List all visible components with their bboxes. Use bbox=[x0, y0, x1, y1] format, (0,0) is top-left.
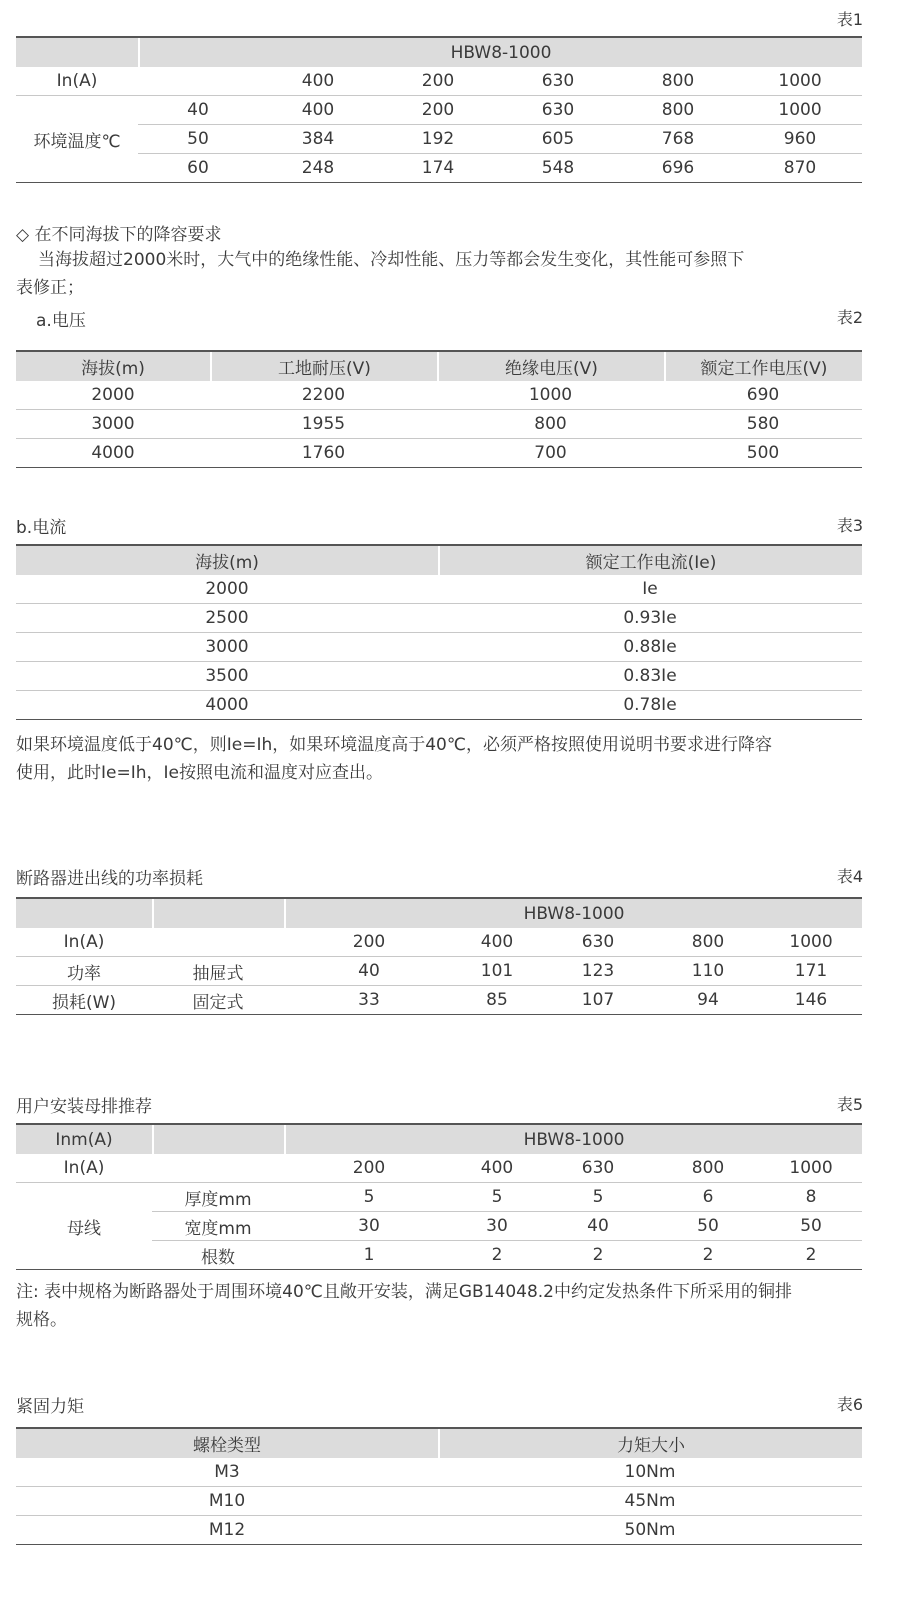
table-cell: 800 bbox=[437, 410, 664, 439]
table-3-header: 海拔(m) bbox=[16, 546, 438, 575]
table-1-in-label: In(A) bbox=[16, 67, 138, 96]
table-cell: 5 bbox=[284, 1183, 454, 1212]
table-cell: 0.93Ie bbox=[438, 604, 862, 633]
table-4-model: HBW8-1000 bbox=[284, 899, 862, 928]
table-4-title: 断路器进出线的功率损耗 bbox=[16, 869, 203, 889]
table-row bbox=[16, 410, 862, 439]
table-cell: 5 bbox=[540, 1183, 656, 1212]
table-cell: 2 bbox=[540, 1241, 656, 1270]
table-cell: 2000 bbox=[16, 381, 210, 410]
table-5-inm-label: Inm(A) bbox=[16, 1125, 152, 1154]
table-cell: 40 bbox=[284, 957, 454, 986]
table-cell: 605 bbox=[498, 125, 618, 154]
table-cell: 1 bbox=[284, 1241, 454, 1270]
table-cell: 800 bbox=[618, 96, 738, 125]
table-4-in-value: 400 bbox=[454, 928, 540, 957]
table-5-in-value: 1000 bbox=[760, 1154, 862, 1183]
table-5-item: 厚度mm bbox=[152, 1183, 284, 1212]
table-4-in-value: 200 bbox=[284, 928, 454, 957]
table-row bbox=[16, 662, 862, 691]
table-6-header: 力矩大小 bbox=[438, 1429, 862, 1458]
table-1 bbox=[16, 36, 862, 183]
table-cell: 2000 bbox=[16, 575, 438, 604]
table-5-in-value: 630 bbox=[540, 1154, 656, 1183]
table-6-header: 螺栓类型 bbox=[16, 1429, 438, 1458]
altitude-section-title: ◇ 在不同海拔下的降容要求 bbox=[16, 225, 222, 245]
table-4 bbox=[16, 897, 862, 1015]
table-1-env-label: 环境温度℃ bbox=[33, 132, 121, 152]
table-row bbox=[16, 439, 862, 468]
altitude-paragraph-line-1: 当海拔超过2000米时，大气中的绝缘性能、冷却性能、压力等都会发生变化，其性能可参照下 bbox=[38, 250, 745, 270]
table-row bbox=[16, 381, 862, 410]
table-cell: 400 bbox=[258, 96, 378, 125]
table-5-in-value: 400 bbox=[454, 1154, 540, 1183]
table-cell: 690 bbox=[664, 381, 862, 410]
table-cell: M12 bbox=[16, 1516, 438, 1545]
table-row bbox=[16, 633, 862, 662]
table-3-tag: 表3 bbox=[836, 516, 863, 535]
table-cell: 10Nm bbox=[438, 1458, 862, 1487]
table-1-tag: 表1 bbox=[836, 10, 863, 29]
table-6-title: 紧固力矩 bbox=[16, 1397, 84, 1417]
table-cell: 500 bbox=[664, 439, 862, 468]
voltage-subtitle: a.电压 bbox=[36, 311, 86, 331]
table-cell: 870 bbox=[738, 154, 862, 183]
table-5-busbar-label: 母线 bbox=[67, 1219, 101, 1239]
table-5 bbox=[16, 1123, 862, 1270]
table-cell: 960 bbox=[738, 125, 862, 154]
table-cell: 384 bbox=[258, 125, 378, 154]
table-cell: 768 bbox=[618, 125, 738, 154]
table-1-in-value: 400 bbox=[258, 67, 378, 96]
table-cell: 146 bbox=[760, 986, 862, 1015]
table-cell: 548 bbox=[498, 154, 618, 183]
table-row bbox=[16, 691, 862, 720]
table-row bbox=[16, 604, 862, 633]
table-cell: 200 bbox=[378, 96, 498, 125]
table-cell: 1955 bbox=[210, 410, 437, 439]
table-cell: 2200 bbox=[210, 381, 437, 410]
table-cell: 5 bbox=[454, 1183, 540, 1212]
table-cell: 45Nm bbox=[438, 1487, 862, 1516]
table-5-in-value: 200 bbox=[284, 1154, 454, 1183]
table-1-in-value: 200 bbox=[378, 67, 498, 96]
table-cell: 0.88Ie bbox=[438, 633, 862, 662]
table-cell: 1000 bbox=[738, 96, 862, 125]
table-cell: 192 bbox=[378, 125, 498, 154]
table-4-loss-label: 损耗(W) bbox=[16, 986, 152, 1015]
table-1-in-value: 800 bbox=[618, 67, 738, 96]
table-5-model: HBW8-1000 bbox=[284, 1125, 862, 1154]
table-5-in-value: 800 bbox=[656, 1154, 760, 1183]
table-cell: 2 bbox=[656, 1241, 760, 1270]
table-row bbox=[16, 1183, 862, 1212]
table-4-in-value: 1000 bbox=[760, 928, 862, 957]
table-cell: 171 bbox=[760, 957, 862, 986]
table-5-title: 用户安装母排推荐 bbox=[16, 1097, 152, 1117]
table-cell: 700 bbox=[437, 439, 664, 468]
table-2-header: 额定工作电压(V) bbox=[664, 352, 862, 381]
table-cell: 50 bbox=[760, 1212, 862, 1241]
table-5-tag: 表5 bbox=[836, 1095, 863, 1114]
table-cell: 2 bbox=[760, 1241, 862, 1270]
table-cell: M10 bbox=[16, 1487, 438, 1516]
table-cell: 94 bbox=[656, 986, 760, 1015]
table-row bbox=[16, 154, 862, 183]
table-4-type: 抽屉式 bbox=[152, 957, 284, 986]
table-row bbox=[16, 1516, 862, 1545]
table-4-in-value: 630 bbox=[540, 928, 656, 957]
table-cell: 50 bbox=[656, 1212, 760, 1241]
table-cell: 2500 bbox=[16, 604, 438, 633]
table-cell: 30 bbox=[454, 1212, 540, 1241]
table-row bbox=[16, 1487, 862, 1516]
table-row bbox=[16, 986, 862, 1015]
table-1-model: HBW8-1000 bbox=[138, 38, 862, 67]
altitude-paragraph-line-2: 表修正； bbox=[16, 278, 84, 298]
current-note-line-2: 使用，此时Ie=Ih，Ie按照电流和温度对应查出。 bbox=[16, 763, 383, 783]
table-cell: 4000 bbox=[16, 439, 210, 468]
table-cell: 8 bbox=[760, 1183, 862, 1212]
table-1-temp: 40 bbox=[138, 96, 258, 125]
table-1-corner bbox=[16, 38, 138, 67]
busbar-note-line-2: 规格。 bbox=[16, 1310, 67, 1330]
table-cell: 33 bbox=[284, 986, 454, 1015]
table-cell: 3000 bbox=[16, 633, 438, 662]
table-4-type: 固定式 bbox=[152, 986, 284, 1015]
table-4-power-label: 功率 bbox=[16, 957, 152, 986]
current-note-line-1: 如果环境温度低于40℃，则Ie=Ih，如果环境温度高于40℃，必须严格按照使用说明书要求进行降容 bbox=[16, 735, 772, 755]
table-4-tag: 表4 bbox=[836, 867, 863, 886]
table-cell: 174 bbox=[378, 154, 498, 183]
table-cell: 2 bbox=[454, 1241, 540, 1270]
table-5-item: 根数 bbox=[152, 1241, 284, 1270]
table-cell: 85 bbox=[454, 986, 540, 1015]
table-cell: 123 bbox=[540, 957, 656, 986]
table-cell: 580 bbox=[664, 410, 862, 439]
table-4-in-value: 800 bbox=[656, 928, 760, 957]
table-cell: 50Nm bbox=[438, 1516, 862, 1545]
table-2 bbox=[16, 350, 862, 468]
table-cell: Ie bbox=[438, 575, 862, 604]
table-row bbox=[16, 125, 862, 154]
table-2-header: 绝缘电压(V) bbox=[437, 352, 664, 381]
table-2-header: 工地耐压(V) bbox=[210, 352, 437, 381]
table-cell: 0.78Ie bbox=[438, 691, 862, 720]
table-4-in-label: In(A) bbox=[16, 928, 152, 957]
table-6-tag: 表6 bbox=[836, 1395, 863, 1414]
table-cell: 40 bbox=[540, 1212, 656, 1241]
table-cell: 696 bbox=[618, 154, 738, 183]
table-cell: 30 bbox=[284, 1212, 454, 1241]
table-6 bbox=[16, 1427, 862, 1545]
current-subtitle: b.电流 bbox=[16, 518, 67, 538]
table-row bbox=[16, 1458, 862, 1487]
table-row bbox=[16, 1241, 862, 1270]
table-cell: 1000 bbox=[437, 381, 664, 410]
table-5-item: 宽度mm bbox=[152, 1212, 284, 1241]
table-5-in-label: In(A) bbox=[16, 1154, 152, 1183]
table-cell: 107 bbox=[540, 986, 656, 1015]
table-cell: 110 bbox=[656, 957, 760, 986]
table-row bbox=[16, 957, 862, 986]
busbar-note-line-1: 注: 表中规格为断路器处于周围环境40℃且敞开安装，满足GB14048.2中约定发热条件下所采用的铜排 bbox=[16, 1282, 792, 1302]
table-2-header: 海拔(m) bbox=[16, 352, 210, 381]
table-cell: 4000 bbox=[16, 691, 438, 720]
table-cell: 3000 bbox=[16, 410, 210, 439]
table-1-in-value: 630 bbox=[498, 67, 618, 96]
table-cell: 6 bbox=[656, 1183, 760, 1212]
table-row bbox=[16, 575, 862, 604]
table-cell: 101 bbox=[454, 957, 540, 986]
table-cell: 3500 bbox=[16, 662, 438, 691]
table-2-tag: 表2 bbox=[836, 308, 863, 327]
table-cell: 1760 bbox=[210, 439, 437, 468]
table-row bbox=[16, 96, 862, 125]
table-3-header: 额定工作电流(Ie) bbox=[438, 546, 862, 575]
table-cell: 0.83Ie bbox=[438, 662, 862, 691]
table-1-in-value: 1000 bbox=[738, 67, 862, 96]
table-cell: 630 bbox=[498, 96, 618, 125]
table-1-temp: 60 bbox=[138, 154, 258, 183]
table-row bbox=[16, 1212, 862, 1241]
table-cell: M3 bbox=[16, 1458, 438, 1487]
table-3 bbox=[16, 544, 862, 720]
table-1-temp: 50 bbox=[138, 125, 258, 154]
table-cell: 248 bbox=[258, 154, 378, 183]
